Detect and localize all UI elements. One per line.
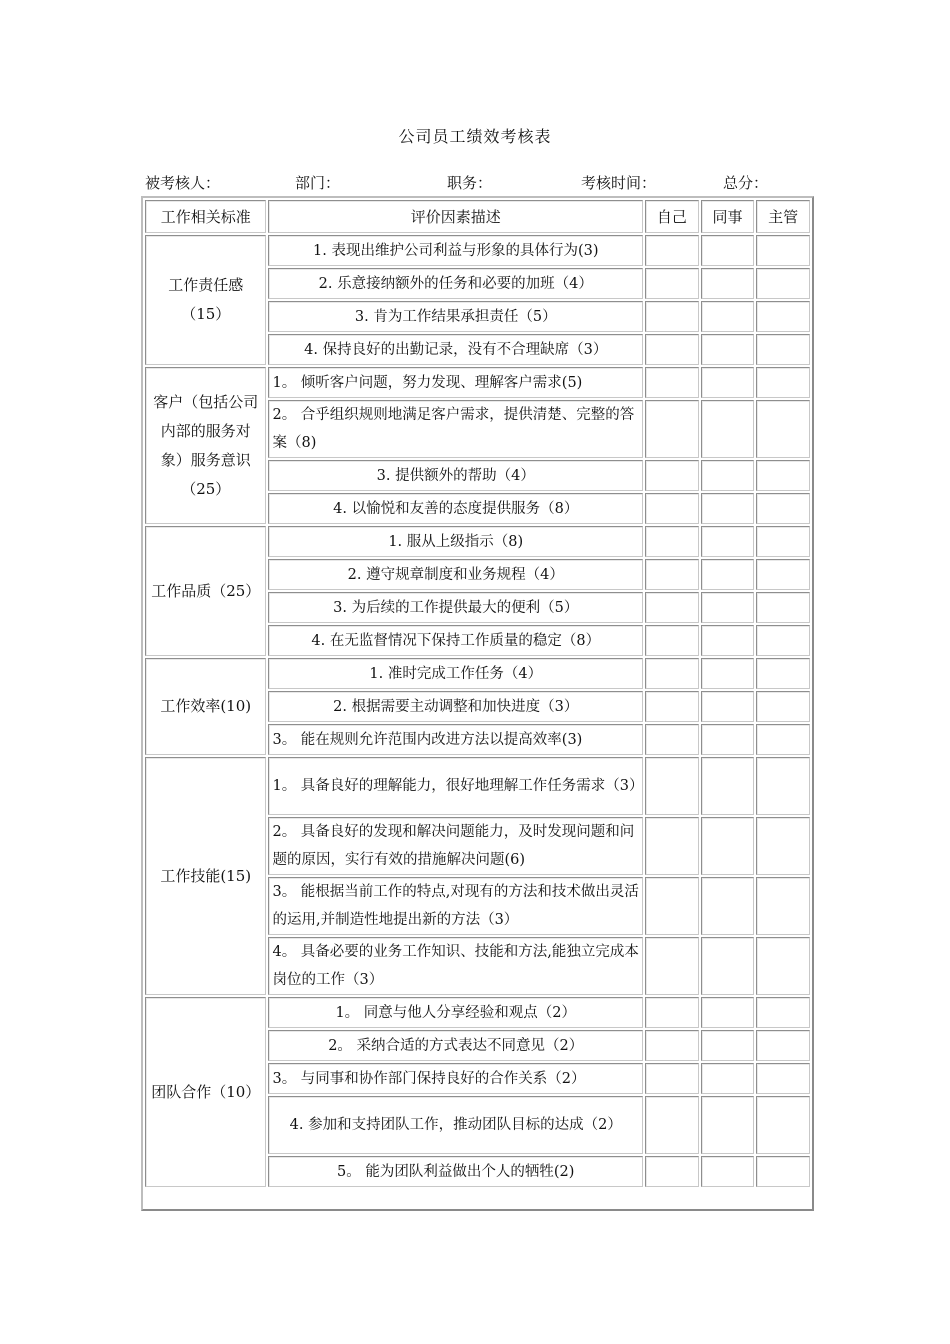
review-time-label: 考核时间： [581,174,657,192]
category-line: 工作品质（25） [151,581,261,600]
table-row [145,658,810,689]
score-cell-supervisor[interactable] [756,817,810,875]
score-cell-peer[interactable] [701,301,755,332]
page-title: 公司员工绩效考核表 [398,127,552,146]
score-cell-self[interactable] [645,937,699,995]
score-cell-supervisor[interactable] [756,526,810,557]
score-cell-peer[interactable] [701,493,755,524]
criteria-description: 3。 能在规则允许范围内改进方法以提高效率(3) [268,724,643,755]
criteria-description: 2。 合乎组织规则地满足客户需求，提供清楚、完整的答案（8) [268,400,643,458]
score-cell-supervisor[interactable] [756,724,810,755]
score-cell-supervisor[interactable] [756,625,810,656]
score-cell-peer[interactable] [701,937,755,995]
position-label: 职务： [447,174,493,192]
score-cell-peer[interactable] [701,691,755,722]
table-header-row [145,200,810,233]
score-cell-supervisor[interactable] [756,877,810,935]
score-cell-self[interactable] [645,559,699,590]
criteria-description: 3。 能根据当前工作的特点,对现有的方法和技术做出灵活的运用,并制造性地提出新的方法（3） [268,877,643,935]
score-cell-peer[interactable] [701,559,755,590]
score-cell-self[interactable] [645,724,699,755]
score-cell-supervisor[interactable] [756,235,810,266]
score-cell-peer[interactable] [701,1096,755,1154]
score-cell-peer[interactable] [701,877,755,935]
score-cell-self[interactable] [645,367,699,398]
score-cell-peer[interactable] [701,367,755,398]
score-cell-supervisor[interactable] [756,334,810,365]
criteria-description: 4. 以愉悦和友善的态度提供服务（8） [268,493,643,524]
score-cell-supervisor[interactable] [756,493,810,524]
criteria-description: 3. 提供额外的帮助（4） [268,460,643,491]
evaluation-table [143,198,812,1189]
score-cell-self[interactable] [645,1030,699,1061]
score-cell-supervisor[interactable] [756,559,810,590]
criteria-description: 5。 能为团队利益做出个人的牺牲(2) [268,1156,643,1187]
header-peer: 同事 [701,200,755,233]
score-cell-supervisor[interactable] [756,367,810,398]
score-cell-supervisor[interactable] [756,1096,810,1154]
score-cell-supervisor[interactable] [756,1030,810,1061]
score-cell-self[interactable] [645,1096,699,1154]
score-cell-supervisor[interactable] [756,592,810,623]
header-description: 评价因素描述 [268,200,643,233]
score-cell-self[interactable] [645,526,699,557]
criteria-category [145,757,266,995]
score-cell-peer[interactable] [701,1030,755,1061]
score-cell-supervisor[interactable] [756,1156,810,1187]
criteria-description: 1. 表现出维护公司利益与形象的具体行为(3) [268,235,643,266]
category-line: 工作效率(10) [160,697,252,715]
category-line: 内部的服务对 [160,421,251,440]
table-row [145,997,810,1028]
criteria-description: 1。 具备良好的理解能力，很好地理解工作任务需求（3） [268,757,643,815]
criteria-description: 1. 准时完成工作任务（4） [268,658,643,689]
score-cell-peer[interactable] [701,268,755,299]
table-row [145,367,810,398]
criteria-description: 4. 参加和支持团队工作，推动团队目标的达成（2） [268,1096,643,1154]
department-label: 部门： [295,174,341,192]
score-cell-self[interactable] [645,997,699,1028]
score-cell-supervisor[interactable] [756,997,810,1028]
score-cell-supervisor[interactable] [756,658,810,689]
score-cell-self[interactable] [645,625,699,656]
header-supervisor: 主管 [756,200,810,233]
score-cell-self[interactable] [645,757,699,815]
score-cell-peer[interactable] [701,817,755,875]
category-line: 象）服务意识 [160,450,251,469]
criteria-description: 2. 根据需要主动调整和加快进度（3） [268,691,643,722]
criteria-description: 4。 具备必要的业务工作知识、技能和方法,能独立完成本岗位的工作（3） [268,937,643,995]
table-row [145,526,810,557]
header-self: 自己 [645,200,699,233]
criteria-description: 1。 同意与他人分享经验和观点（2） [268,997,643,1028]
criteria-category [145,997,266,1187]
criteria-description: 2. 乐意接纳额外的任务和必要的加班（4） [268,268,643,299]
header-standard: 工作相关标准 [145,200,266,233]
score-cell-self[interactable] [645,592,699,623]
category-line: 工作技能(15) [160,866,252,885]
criteria-description: 1。 倾听客户问题，努力发现、理解客户需求(5) [268,367,643,398]
category-line: （15） [181,305,231,323]
score-cell-peer[interactable] [701,592,755,623]
score-cell-self[interactable] [645,1156,699,1187]
score-cell-self[interactable] [645,460,699,491]
criteria-description: 2. 遵守规章制度和业务规程（4） [268,559,643,590]
score-cell-supervisor[interactable] [756,460,810,491]
score-cell-supervisor[interactable] [756,301,810,332]
score-cell-peer[interactable] [701,724,755,755]
score-cell-self[interactable] [645,877,699,935]
score-cell-supervisor[interactable] [756,400,810,458]
criteria-description: 4. 保持良好的出勤记录，没有不合理缺席（3） [268,334,643,365]
score-cell-supervisor[interactable] [756,757,810,815]
score-cell-peer[interactable] [701,235,755,266]
score-cell-peer[interactable] [701,1156,755,1187]
score-cell-supervisor[interactable] [756,937,810,995]
score-cell-peer[interactable] [701,1063,755,1094]
score-cell-peer[interactable] [701,334,755,365]
examinee-label: 被考核人： [145,174,221,192]
criteria-description: 4. 在无监督情况下保持工作质量的稳定（8） [268,625,643,656]
score-cell-self[interactable] [645,1063,699,1094]
score-cell-self[interactable] [645,400,699,458]
criteria-description: 1. 服从上级指示（8) [268,526,643,557]
score-cell-self[interactable] [645,658,699,689]
criteria-description: 3. 肯为工作结果承担责任（5） [268,301,643,332]
score-cell-supervisor[interactable] [756,691,810,722]
criteria-category [145,658,266,755]
score-cell-supervisor[interactable] [756,1063,810,1094]
score-cell-peer[interactable] [701,460,755,491]
criteria-category [145,367,266,524]
score-cell-self[interactable] [645,235,699,266]
score-cell-self[interactable] [645,268,699,299]
score-cell-supervisor[interactable] [756,268,810,299]
category-line: 团队合作（10） [151,1082,261,1101]
score-cell-peer[interactable] [701,625,755,656]
criteria-description: 3。 与同事和协作部门保持良好的合作关系（2） [268,1063,643,1094]
criteria-description: 2。 采纳合适的方式表达不同意见（2） [268,1030,643,1061]
form-meta-row [145,172,825,196]
score-cell-peer[interactable] [701,658,755,689]
table-row [145,235,810,266]
score-cell-self[interactable] [645,691,699,722]
score-cell-self[interactable] [645,817,699,875]
criteria-description: 3. 为后续的工作提供最大的便利（5） [268,592,643,623]
score-cell-peer[interactable] [701,526,755,557]
score-cell-peer[interactable] [701,997,755,1028]
criteria-category [145,526,266,656]
score-cell-peer[interactable] [701,757,755,815]
table-row [145,757,810,815]
category-line: （25） [181,479,231,498]
criteria-category [145,235,266,365]
score-cell-peer[interactable] [701,400,755,458]
score-cell-self[interactable] [645,301,699,332]
score-cell-self[interactable] [645,493,699,524]
total-score-label: 总分： [723,174,769,192]
category-line: 客户（包括公司 [153,392,259,411]
score-cell-self[interactable] [645,334,699,365]
category-line: 工作责任感 [168,276,244,294]
criteria-description: 2。 具备良好的发现和解决问题能力，及时发现问题和问题的原因，实行有效的措施解决问题(6) [268,817,643,875]
